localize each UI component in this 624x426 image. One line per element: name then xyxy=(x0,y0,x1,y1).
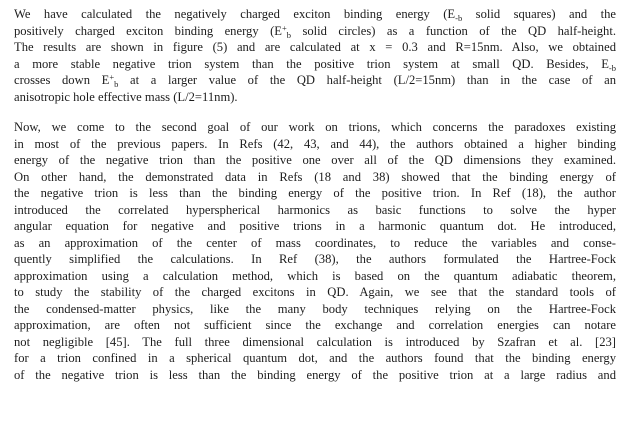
paragraph-2-line: to study the stability of the charged excitons in QD. Again, we see that the standard tools of xyxy=(14,285,616,299)
paragraph-2-line: On other hand, the demonstrated data in Refs (18 and 38) showed that the binding energy of xyxy=(14,169,616,184)
subscript: -b xyxy=(455,13,463,23)
paragraph-1-line xyxy=(14,6,616,23)
paragraph-2-line: Now, we come to the second goal of our work on trions, which concerns the paradoxes existing xyxy=(14,120,616,134)
paragraph-2-line: for a trion confined in a spherical quantum dot, and the authors found that the binding energy xyxy=(14,351,616,365)
paragraph-paradoxes-previous-papers xyxy=(14,119,616,383)
text-run: crosses down E xyxy=(14,73,110,87)
text-run: at a larger value of the QD half-height (L/2=15nm) than in the case of an xyxy=(118,73,616,87)
paragraph-2-line: angular equation for negative and positive trions in a harmonic quantum dot. He introduced, xyxy=(14,219,616,233)
paragraph-trion-binding-energy xyxy=(14,6,616,105)
paragraph-2-line: the negative trion is less than the binding energy of the positive trion. In Ref (18), the author xyxy=(14,186,616,200)
text-run: We have calculated the negatively charged exciton binding energy (E xyxy=(14,7,456,21)
paragraph-2-line: not negligible [45]. The full three dimensional calculation is introduced by Szafran et al. [23] xyxy=(14,334,616,349)
subscript: b xyxy=(114,79,119,89)
paragraph-1-line xyxy=(14,89,616,106)
text-run: anisotropic hole effective mass (L/2=11nm). xyxy=(14,89,238,104)
paragraph-1-line xyxy=(14,23,616,40)
paragraph-2-line: the condensed-matter physics, like the many body techniques relying on the Hartree-Fock xyxy=(14,301,616,316)
text-run: a more stable negative trion system than the positive trion system at small QD. Besides, E xyxy=(14,56,609,71)
paragraph-2-line: approximation, are often not sufficient since the exchange and correlation energies can notare xyxy=(14,318,616,332)
text-run: solid circles) as a function of the QD half-height. xyxy=(291,23,617,38)
paragraph-2-line: as an approximation of the center of mass coordinates, to reduce the variables and conse- xyxy=(14,235,616,250)
text-run: solid squares) and the xyxy=(462,7,616,21)
paragraph-2-line: in most of the previous papers. In Refs (42, 43, and 44), the authors obtained a higher binding xyxy=(14,136,616,151)
superscript: + xyxy=(281,22,287,33)
paragraph-2-line: approximation using a calculation method, which is based on the quantum adiabatic theorem, xyxy=(14,268,616,283)
paragraph-2-line: energy of the negative trion than the positive one over all of the QD dimensions they examined. xyxy=(14,153,616,167)
superscript: + xyxy=(109,72,115,82)
paragraph-1-line xyxy=(14,56,616,73)
paragraph-1-line xyxy=(14,39,616,56)
paragraph-2-line: introduced the correlated hyperspherical harmonics as basic functions to solve the hyper xyxy=(14,202,616,217)
paragraph-2-line: of the negative trion is less than the binding energy of the positive trion at a large radius and xyxy=(14,367,616,382)
paragraph-1-line xyxy=(14,72,616,89)
text-run: The results are shown in figure (5) and are calculated at x = 0.3 and R=15nm. Also, we obtained xyxy=(14,40,616,54)
paragraph-2-line: quently simplified the calculations. In Ref (38), the authors formulated the Hartree-Fock xyxy=(14,252,616,266)
subscript: -b xyxy=(608,62,616,73)
subscript: b xyxy=(286,29,292,40)
text-run: positively charged exciton binding energy (E xyxy=(14,23,282,38)
